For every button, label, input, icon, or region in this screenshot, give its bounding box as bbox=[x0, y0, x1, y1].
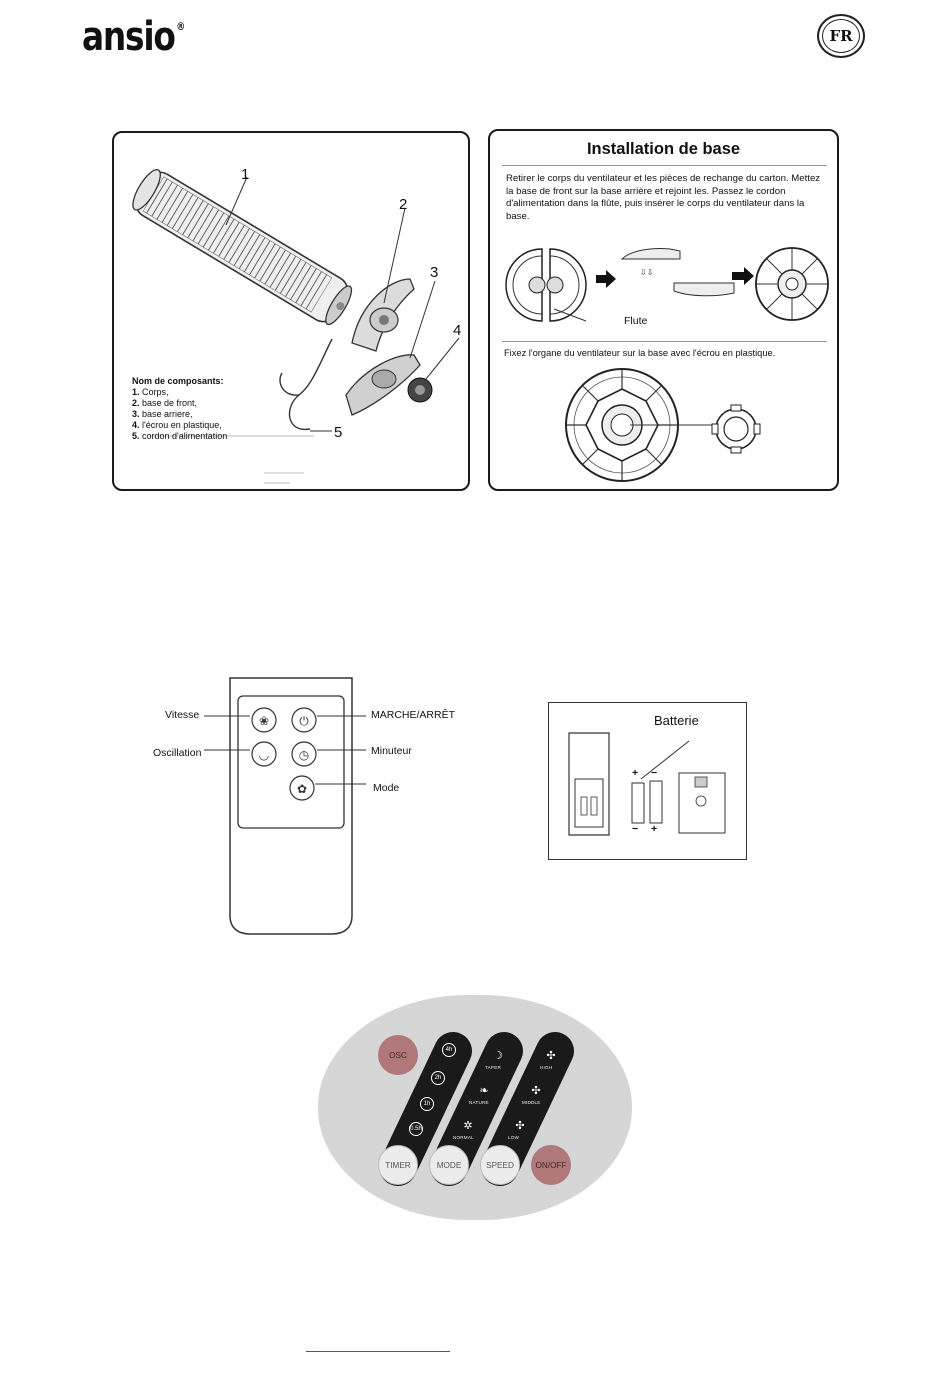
mode-normal-label: NORMAL bbox=[453, 1135, 474, 1140]
base-with-nut-illustration bbox=[566, 369, 760, 481]
oscillation-icon: ◡ bbox=[258, 748, 270, 762]
battery-label: Batterie bbox=[654, 713, 699, 728]
normal-icon: ✲ bbox=[463, 1119, 473, 1132]
callout-2: 2 bbox=[399, 196, 408, 213]
legend-title: Nom de composants: bbox=[132, 376, 224, 386]
fan-low-icon: ✣ bbox=[515, 1119, 525, 1132]
callout-5: 5 bbox=[334, 424, 343, 441]
fan-body-illustration bbox=[127, 165, 357, 329]
flute-label: Flute bbox=[624, 315, 648, 327]
label-mode: Mode bbox=[373, 782, 400, 794]
timer-1h-indicator: 1h bbox=[420, 1097, 434, 1111]
fan-middle-icon: ✣ bbox=[531, 1084, 541, 1097]
speed-low-label: LOW bbox=[508, 1135, 520, 1140]
components-legend bbox=[132, 376, 227, 442]
fan-high-icon: ✣ bbox=[546, 1049, 556, 1062]
speed-button[interactable]: SPEED bbox=[480, 1145, 520, 1185]
legend-item: 2. base de front, bbox=[132, 398, 198, 408]
timer-2h-indicator: 2h bbox=[431, 1071, 445, 1085]
remote-callout-lines bbox=[200, 706, 380, 796]
legend-item: 1. Corps, bbox=[132, 387, 169, 397]
battery-illustration bbox=[549, 703, 748, 861]
battery-diagram bbox=[548, 702, 747, 860]
polarity-minus-bottom: − bbox=[632, 823, 639, 835]
install-instructions: Retirer le corps du ventilateur et les pièces de rechange du carton. Mettez la base de front sur la base arrière et rejoint les. Passez le cordon d'alimentation dans la flûte, puis insérer le corps du ventilateur dans la base. bbox=[506, 173, 821, 222]
power-icon: ⏻ bbox=[299, 714, 309, 728]
legend-item: 3. base arriere, bbox=[132, 409, 193, 419]
timer-button[interactable]: TIMER bbox=[378, 1145, 418, 1185]
label-timer: Minuteur bbox=[371, 745, 412, 757]
mode-icon: ✿ bbox=[296, 782, 308, 796]
svg-text:⇩⇩: ⇩⇩ bbox=[640, 268, 654, 277]
osc-button[interactable]: OSC bbox=[378, 1035, 418, 1075]
taper-icon: ☽ bbox=[493, 1049, 503, 1062]
callout-1: 1 bbox=[241, 166, 250, 183]
fan-speed-icon: ❀ bbox=[258, 714, 270, 728]
base-installation-diagram bbox=[488, 129, 839, 491]
speed-high-label: HIGH bbox=[540, 1065, 553, 1070]
mode-taper-label: TAPER bbox=[485, 1065, 501, 1070]
onoff-button[interactable]: ON/OFF bbox=[531, 1145, 571, 1185]
components-diagram bbox=[112, 131, 470, 491]
base-assembly-illustration bbox=[490, 131, 839, 491]
brand-logo: ansio ® bbox=[82, 14, 186, 60]
label-oscillation: Oscillation bbox=[153, 747, 202, 759]
install-step-2: Fixez l'organe du ventilateur sur la base avec l'écrou en plastique. bbox=[504, 348, 776, 358]
polarity-plus-top: + bbox=[632, 767, 639, 779]
label-speed: Vitesse bbox=[165, 709, 200, 721]
nature-icon: ❧ bbox=[479, 1084, 489, 1097]
divider bbox=[502, 341, 827, 342]
legend-item: 5. cordon d'alimentation bbox=[132, 431, 228, 441]
legend-item: 4. l'écrou en plastique, bbox=[132, 420, 222, 430]
install-title: Installation de base bbox=[586, 140, 741, 158]
footer-link[interactable] bbox=[306, 1350, 450, 1352]
language-badge: FR bbox=[817, 14, 865, 58]
control-panel-illustration bbox=[318, 995, 632, 1220]
polarity-plus-bottom: + bbox=[651, 823, 658, 835]
front-base-illustration bbox=[352, 279, 414, 351]
mode-nature-label: NATURE bbox=[469, 1100, 489, 1105]
polarity-minus-top: − bbox=[651, 767, 658, 779]
plastic-nut-illustration bbox=[408, 378, 432, 402]
assembled-base-illustration bbox=[756, 248, 828, 320]
control-panel-icons bbox=[318, 995, 632, 1220]
callout-3: 3 bbox=[430, 264, 439, 281]
timer-4h-indicator: 4h bbox=[442, 1043, 456, 1057]
mode-button[interactable]: MODE bbox=[429, 1145, 469, 1185]
label-power: MARCHE/ARRÊT bbox=[371, 709, 456, 721]
timer-05h-indicator: 0.5h bbox=[409, 1122, 423, 1136]
speed-middle-label: MIDDLE bbox=[522, 1100, 541, 1105]
callout-4: 4 bbox=[453, 322, 462, 339]
timer-icon: ◷ bbox=[298, 748, 310, 762]
